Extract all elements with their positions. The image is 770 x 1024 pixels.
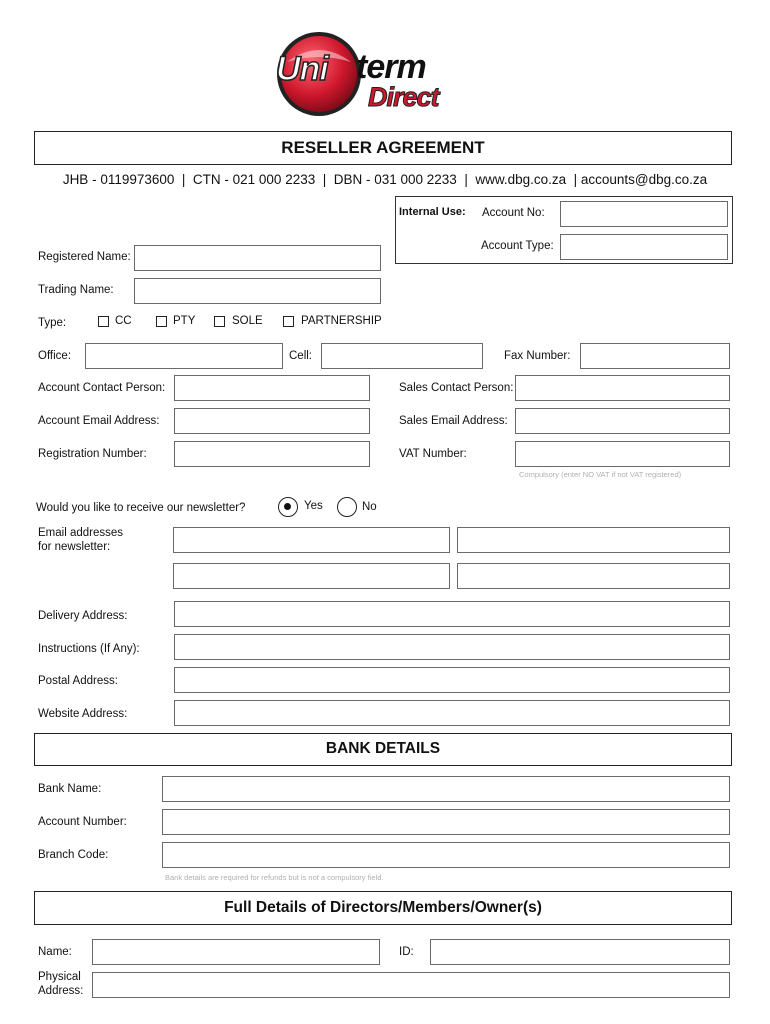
sales-contact-label: Sales Contact Person: [399,382,514,394]
title-box [34,131,732,165]
physical-address-label-1: Physical [38,971,81,983]
director-id-label: ID: [399,946,414,958]
account-type-field[interactable] [560,234,728,260]
newsletter-email-field-1[interactable] [173,527,450,553]
registration-number-field[interactable] [174,441,370,467]
account-number-field[interactable] [162,809,730,835]
logo-term: term [356,48,426,86]
instructions-label: Instructions (If Any): [38,643,140,655]
cell-field[interactable] [321,343,483,369]
trading-name-field[interactable] [134,278,381,304]
director-id-field[interactable] [430,939,730,965]
branch-code-field[interactable] [162,842,730,868]
account-no-label: Account No: [482,207,545,219]
postal-address-label: Postal Address: [38,675,118,687]
website-address-label: Website Address: [38,708,128,720]
bank-note: Bank details are required for refunds but is not a compulsory field. [165,873,384,882]
vat-number-label: VAT Number: [399,448,467,460]
type-partnership-label: PARTNERSHIP [301,315,382,327]
type-pty-label: PTY [173,315,196,327]
vat-note: Compulsory (enter NO VAT if not VAT registered) [519,470,682,479]
type-cc-label: CC [115,315,132,327]
logo-uni: Uni [276,50,328,88]
type-partnership-checkbox[interactable] [283,316,294,327]
type-sole-checkbox[interactable] [214,316,225,327]
registered-name-label: Registered Name: [38,251,131,263]
physical-address-label-2: Address: [38,985,84,997]
postal-address-field[interactable] [174,667,730,693]
radio-selected-dot [284,503,291,510]
internal-use-label: Internal Use: [399,206,466,218]
newsletter-emails-label-2: for newsletter: [38,541,111,553]
account-number-label: Account Number: [38,816,127,828]
type-cc-checkbox[interactable] [98,316,109,327]
page-title: RESELLER AGREEMENT [281,138,485,157]
branch-code-label: Branch Code: [38,849,109,861]
delivery-address-label: Delivery Address: [38,610,128,622]
sales-email-label: Sales Email Address: [399,415,508,427]
vat-number-field[interactable] [515,441,730,467]
newsletter-yes-radio[interactable] [278,497,298,517]
instructions-field[interactable] [174,634,730,660]
sales-contact-field[interactable] [515,375,730,401]
newsletter-email-field-4[interactable] [457,563,730,589]
registered-name-field[interactable] [134,245,381,271]
logo-direct: Direct [368,82,439,112]
type-pty-checkbox[interactable] [156,316,167,327]
registration-number-label: Registration Number: [38,448,147,460]
trading-name-label: Trading Name: [38,284,114,296]
directors-title: Full Details of Directors/Members/Owner(s) [224,899,542,916]
account-contact-field[interactable] [174,375,370,401]
account-email-label: Account Email Address: [38,415,160,427]
bank-name-label: Bank Name: [38,783,102,795]
account-no-field[interactable] [560,201,728,227]
sales-email-field[interactable] [515,408,730,434]
newsletter-email-field-3[interactable] [173,563,450,589]
newsletter-yes-label: Yes [304,500,323,512]
bank-details-title: BANK DETAILS [325,740,441,757]
director-name-label: Name: [38,946,72,958]
physical-address-field[interactable] [92,972,730,998]
website-address-field[interactable] [174,700,730,726]
newsletter-no-radio[interactable] [337,497,357,517]
account-type-label: Account Type: [481,240,554,252]
delivery-address-field[interactable] [174,601,730,627]
office-label: Office: [38,350,72,362]
office-field[interactable] [85,343,283,369]
fax-field[interactable] [580,343,730,369]
newsletter-question: Would you like to receive our newsletter? [36,502,246,514]
type-label: Type: [38,317,67,329]
account-contact-label: Account Contact Person: [38,382,166,394]
newsletter-no-label: No [362,501,377,513]
newsletter-emails-label-1: Email addresses [38,527,124,539]
contact-line: JHB - 0119973600 | CTN - 021 000 2233 | DBN - 031 000 2233 | www.dbg.co.za | accounts@dbg.co.za [62,172,708,187]
type-sole-label: SOLE [232,315,263,327]
bank-details-header [34,733,732,766]
bank-name-field[interactable] [162,776,730,802]
fax-label: Fax Number: [504,350,571,362]
directors-header [34,891,732,925]
cell-label: Cell: [289,350,313,362]
newsletter-email-field-2[interactable] [457,527,730,553]
director-name-field[interactable] [92,939,380,965]
account-email-field[interactable] [174,408,370,434]
